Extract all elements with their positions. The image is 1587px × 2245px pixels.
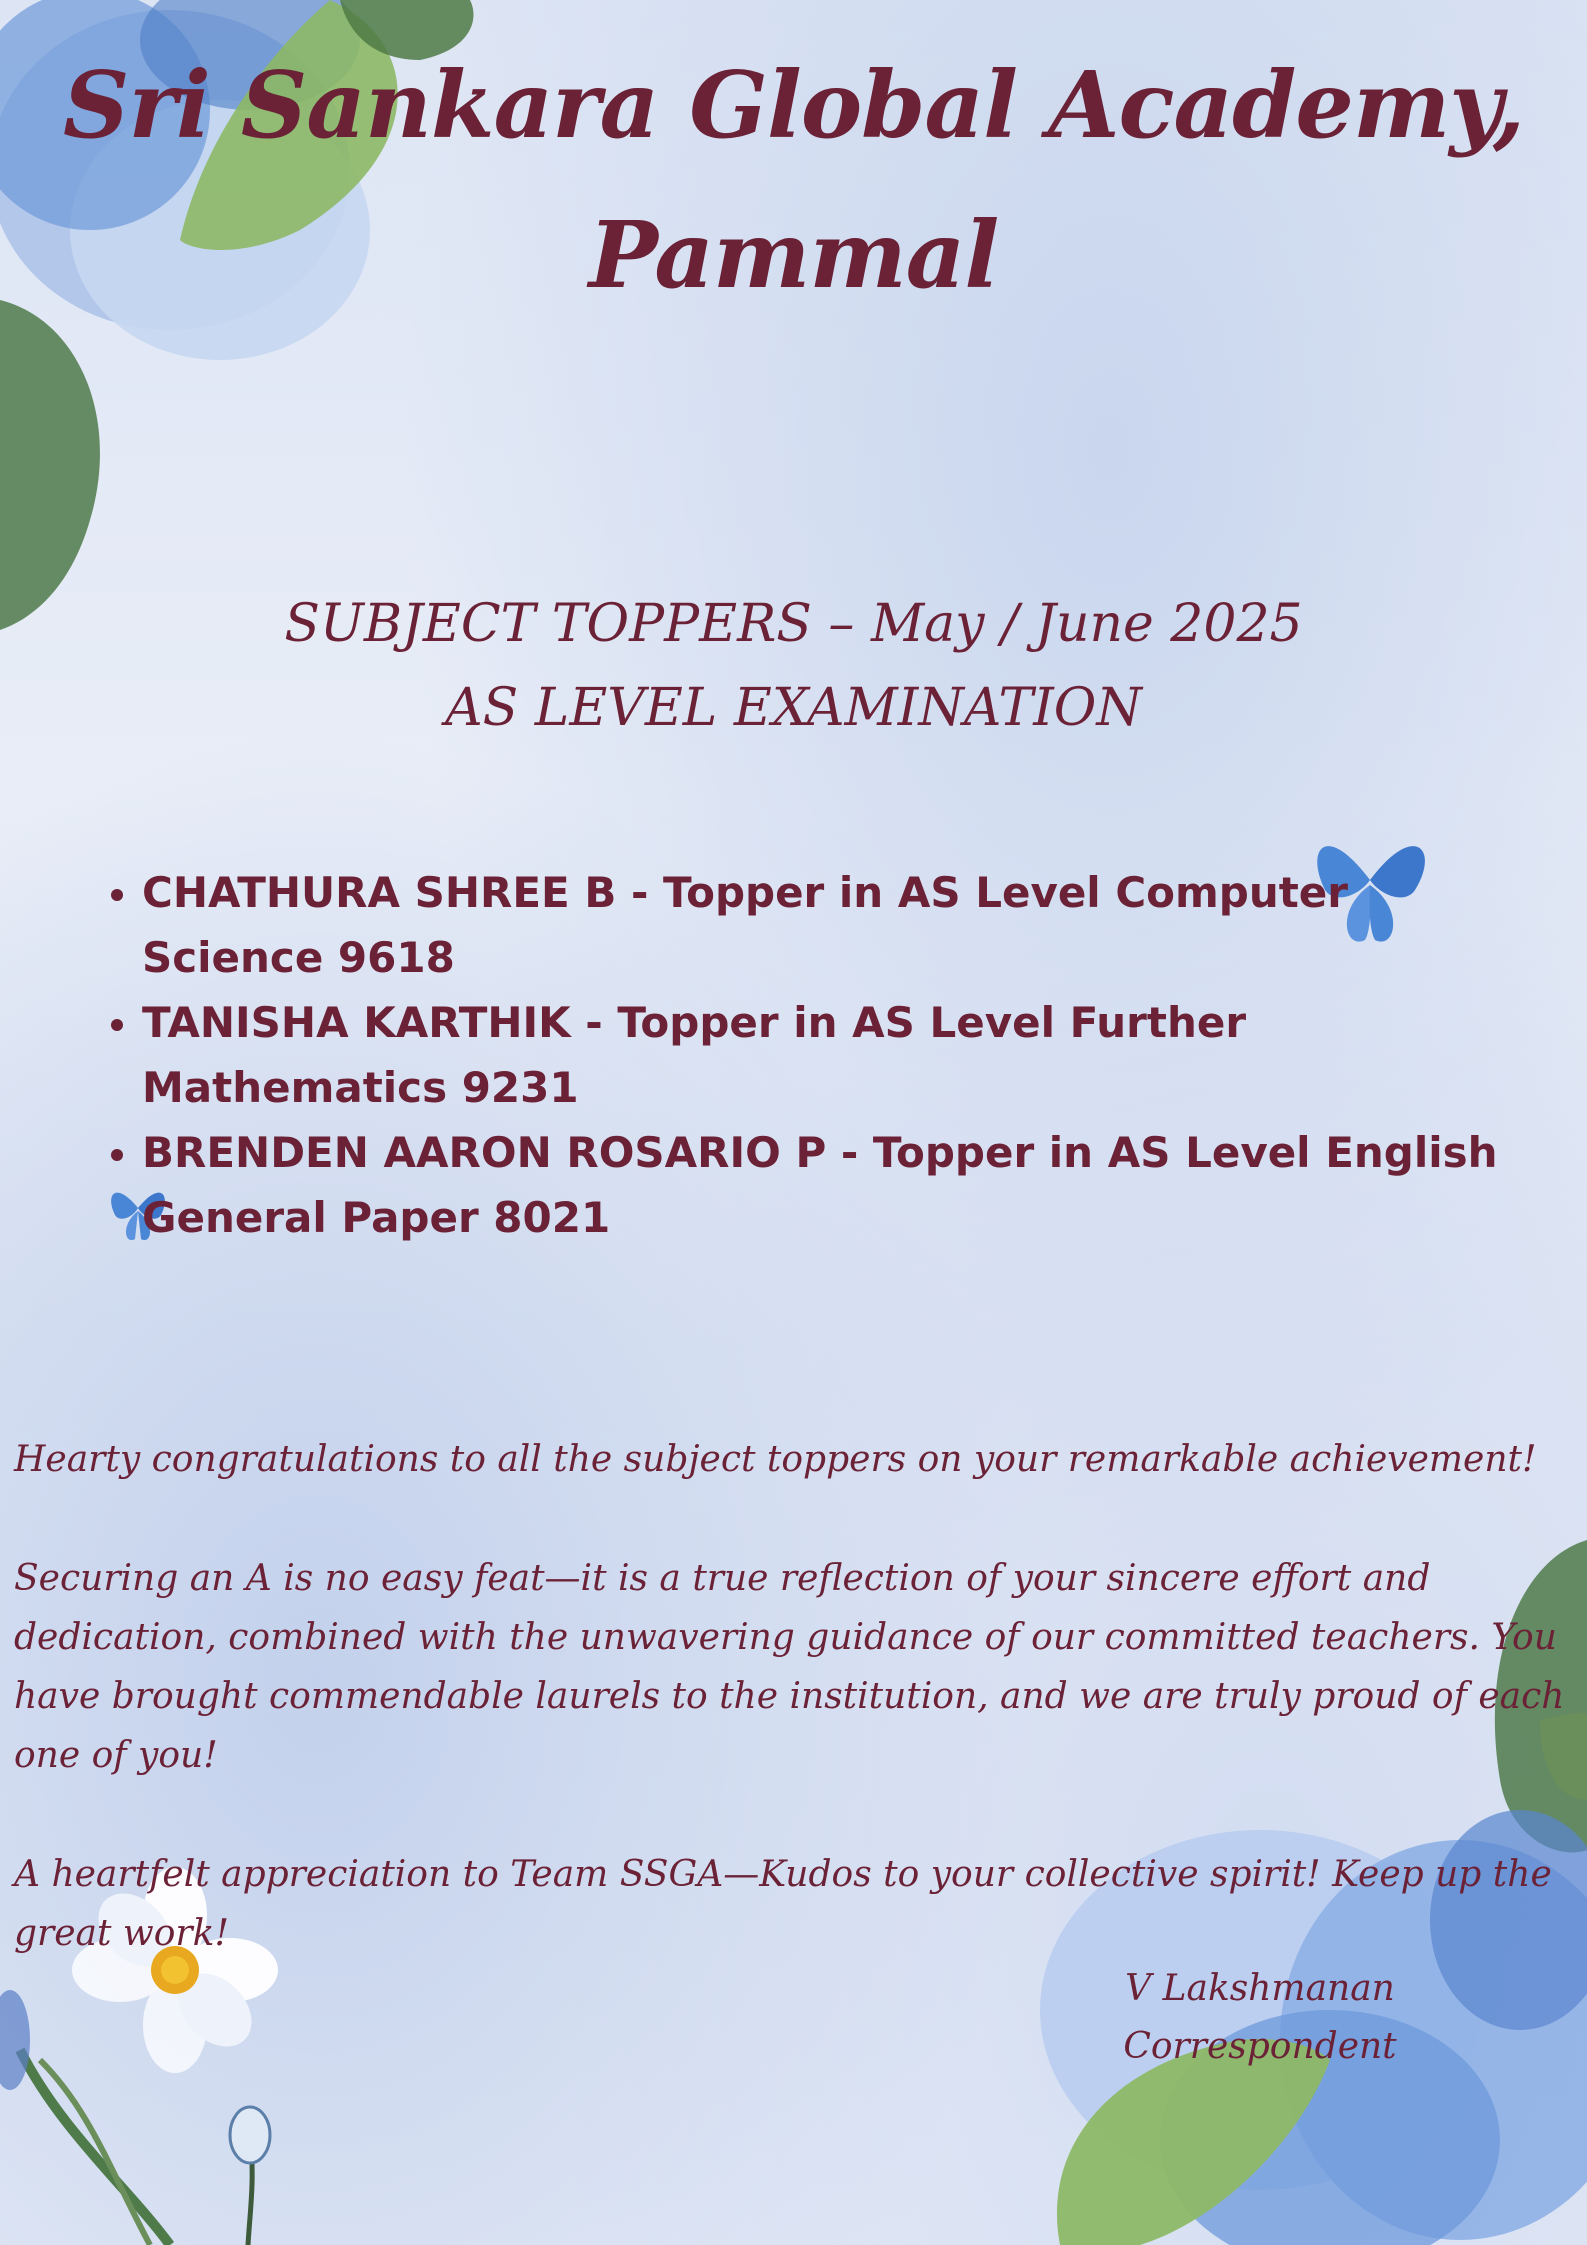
- toppers-list: [100, 860, 1502, 1250]
- topper-item: • CHATHURA SHREE B - Topper in AS Level Computer Science 9618: [142, 860, 1502, 990]
- school-name-line-2: Pammal: [588, 201, 999, 309]
- signatory-name: V Lakshmanan: [1125, 1968, 1395, 2009]
- school-name-heading: [0, 30, 1587, 330]
- toppers-heading-line-1: SUBJECT TOPPERS – May / June 2025: [284, 594, 1303, 654]
- signatory-title: Correspondent: [1123, 2026, 1397, 2067]
- congratulations-text: Hearty congratulations to all the subject toppers on your remarkable achievement!: [14, 1439, 1537, 1480]
- message-body-text: Securing an A is no easy feat—it is a true reflection of your sincere effort and dedication, combined with the unwavering guidance of our committed teachers. You have brought commendable laurels to the institution, and we are truly proud of each one of you!: [14, 1558, 1565, 1776]
- topper-item: • TANISHA KARTHIK - Topper in AS Level Further Mathematics 9231: [142, 990, 1502, 1120]
- topper-item: • BRENDEN AARON ROSARIO P - Topper in AS Level English General Paper 8021: [142, 1120, 1502, 1250]
- school-name-line-1: Sri Sankara Global Academy,: [63, 51, 1524, 159]
- appreciation-text: A heartfelt appreciation to Team SSGA—Kudos to your collective spirit! Keep up the great work!: [14, 1854, 1552, 1954]
- toppers-heading: [0, 582, 1587, 750]
- toppers-heading-line-2: AS LEVEL EXAMINATION: [445, 678, 1142, 738]
- signature-block: [1050, 1960, 1470, 2076]
